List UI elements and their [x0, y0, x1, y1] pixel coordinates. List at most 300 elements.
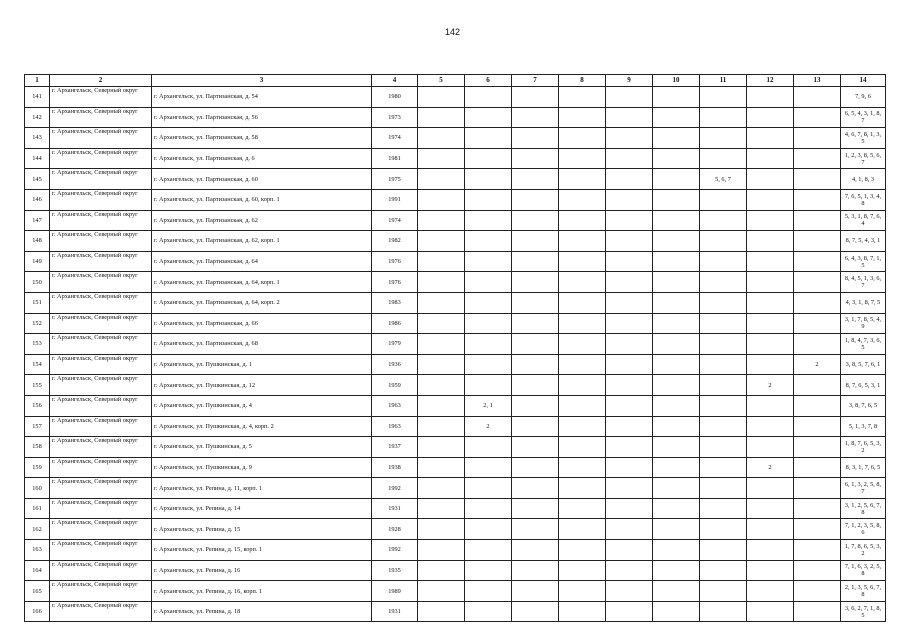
table-cell — [559, 334, 606, 355]
table-row — [25, 292, 886, 313]
table-cell: 159 — [25, 457, 50, 478]
table-cell — [512, 292, 559, 313]
table-cell — [418, 581, 465, 602]
table-cell: 3, 1, 7, 8, 5, 4, 9 — [841, 313, 886, 334]
table-cell — [794, 601, 841, 622]
table-cell: 8, 7, 6, 5, 3, 1 — [841, 375, 886, 396]
table-cell — [418, 128, 465, 149]
table-cell: 163 — [25, 540, 50, 561]
table-cell — [512, 189, 559, 210]
table-row — [25, 251, 886, 272]
table-cell: 6, 4, 3, 8, 7, 1, 5 — [841, 251, 886, 272]
table-cell — [559, 313, 606, 334]
table-cell — [418, 292, 465, 313]
table-cell — [794, 581, 841, 602]
table-cell — [559, 519, 606, 540]
table-cell: г. Архангельск, ул. Партизанская, д. 64, корп. 2 — [152, 292, 372, 313]
table-cell — [512, 457, 559, 478]
table-cell: г. Архангельск, ул. Партизанская, д. 58 — [152, 128, 372, 149]
table-cell: 165 — [25, 581, 50, 602]
table-cell: 1974 — [372, 210, 418, 231]
table-cell — [747, 231, 794, 252]
table-cell — [700, 478, 747, 499]
table-cell — [606, 87, 653, 108]
table-cell — [559, 169, 606, 190]
table-cell — [700, 437, 747, 458]
table-cell — [465, 457, 512, 478]
table-cell — [465, 107, 512, 128]
table-cell: г. Архангельск, ул. Пушкинская, д. 4 — [152, 395, 372, 416]
table-cell — [653, 107, 700, 128]
table-cell: 1, 8, 4, 7, 3, 6, 5 — [841, 334, 886, 355]
table-cell — [794, 519, 841, 540]
table-row — [25, 581, 886, 602]
table-cell — [653, 272, 700, 293]
table-cell: 1991 — [372, 189, 418, 210]
table-cell — [465, 334, 512, 355]
table-cell: 1981 — [372, 148, 418, 169]
table-cell: 6, 1, 3, 2, 5, 8, 7 — [841, 478, 886, 499]
table-cell — [512, 375, 559, 396]
table-cell — [559, 601, 606, 622]
table-cell: 7, 9, 6 — [841, 87, 886, 108]
table-cell — [512, 540, 559, 561]
table-row — [25, 375, 886, 396]
table-cell — [700, 519, 747, 540]
table-cell — [418, 395, 465, 416]
table-cell: 148 — [25, 231, 50, 252]
table-cell — [653, 128, 700, 149]
table-cell: 150 — [25, 272, 50, 293]
table-cell — [559, 395, 606, 416]
table-cell: 161 — [25, 498, 50, 519]
table-cell — [418, 519, 465, 540]
table-cell — [418, 334, 465, 355]
table-cell: 4, 3, 1, 8, 7, 5 — [841, 292, 886, 313]
table-cell — [747, 189, 794, 210]
table-cell — [606, 313, 653, 334]
table-cell: г. Архангельск, Северный округ — [50, 519, 152, 540]
table-cell: г. Архангельск, ул. Пушкинская, д. 12 — [152, 375, 372, 396]
table-cell — [465, 231, 512, 252]
table-cell — [747, 107, 794, 128]
table-cell — [700, 457, 747, 478]
table-cell — [747, 272, 794, 293]
table-cell: г. Архангельск, Северный округ — [50, 498, 152, 519]
table-cell — [418, 416, 465, 437]
table-cell: 7, 1, 6, 3, 2, 5, 8 — [841, 560, 886, 581]
table-cell: г. Архангельск, Северный округ — [50, 395, 152, 416]
table-cell — [418, 231, 465, 252]
table-cell — [747, 478, 794, 499]
table-cell: 151 — [25, 292, 50, 313]
table-row — [25, 540, 886, 561]
table-cell — [700, 395, 747, 416]
table-cell — [653, 457, 700, 478]
table-cell — [653, 478, 700, 499]
table-row — [25, 334, 886, 355]
table-cell — [512, 395, 559, 416]
table-cell: 155 — [25, 375, 50, 396]
table-cell — [794, 334, 841, 355]
table-cell — [606, 210, 653, 231]
table-cell — [418, 210, 465, 231]
table-cell — [606, 540, 653, 561]
table-cell — [653, 169, 700, 190]
table-cell — [747, 292, 794, 313]
table-cell — [418, 272, 465, 293]
table-cell — [606, 231, 653, 252]
table-row — [25, 128, 886, 149]
table-cell — [465, 313, 512, 334]
table-cell: 1982 — [372, 231, 418, 252]
table-cell — [418, 87, 465, 108]
table-cell — [700, 251, 747, 272]
table-cell: 1963 — [372, 416, 418, 437]
table-cell: 1992 — [372, 540, 418, 561]
table-cell — [606, 416, 653, 437]
table-cell — [747, 581, 794, 602]
table-row — [25, 478, 886, 499]
table-cell — [653, 395, 700, 416]
table-row — [25, 437, 886, 458]
table-cell: 1, 2, 3, 8, 5, 6, 7 — [841, 148, 886, 169]
table-cell — [700, 498, 747, 519]
table-cell — [418, 457, 465, 478]
column-header: 7 — [512, 75, 559, 87]
table-cell: 147 — [25, 210, 50, 231]
table-cell: г. Архангельск, ул. Партизанская, д. 6 — [152, 148, 372, 169]
table-cell — [747, 437, 794, 458]
table-cell — [747, 148, 794, 169]
table-cell — [512, 581, 559, 602]
table-cell — [747, 128, 794, 149]
table-cell — [653, 519, 700, 540]
table-cell — [653, 189, 700, 210]
table-cell: г. Архангельск, Северный округ — [50, 313, 152, 334]
table-row — [25, 498, 886, 519]
column-header: 13 — [794, 75, 841, 87]
page-number: 142 — [444, 27, 461, 37]
table-cell — [418, 169, 465, 190]
table-cell — [512, 210, 559, 231]
table-cell — [653, 601, 700, 622]
table-cell — [653, 560, 700, 581]
table-cell — [794, 107, 841, 128]
table-cell — [747, 395, 794, 416]
table-cell — [794, 498, 841, 519]
table-cell: г. Архангельск, Северный округ — [50, 251, 152, 272]
table-cell: 5, 6, 7 — [700, 169, 747, 190]
table-cell — [418, 560, 465, 581]
table-cell: 143 — [25, 128, 50, 149]
table-cell: 1937 — [372, 437, 418, 458]
table-cell: 149 — [25, 251, 50, 272]
table-cell — [465, 87, 512, 108]
table-cell — [700, 148, 747, 169]
table-cell: 3, 6, 2, 7, 1, 8, 5 — [841, 601, 886, 622]
table-cell: г. Архангельск, Северный округ — [50, 148, 152, 169]
table-cell — [418, 478, 465, 499]
table-cell — [700, 560, 747, 581]
table-cell — [559, 272, 606, 293]
table-cell: г. Архангельск, Северный округ — [50, 210, 152, 231]
table-cell — [653, 498, 700, 519]
table-row — [25, 87, 886, 108]
table-cell — [606, 107, 653, 128]
table-cell: 158 — [25, 437, 50, 458]
table-cell — [465, 128, 512, 149]
table-cell: 1935 — [372, 560, 418, 581]
table-cell: 146 — [25, 189, 50, 210]
table-cell — [606, 478, 653, 499]
table-cell — [794, 457, 841, 478]
table-cell — [794, 416, 841, 437]
table-cell: 156 — [25, 395, 50, 416]
table-cell — [606, 437, 653, 458]
table-cell — [606, 354, 653, 375]
column-header: 6 — [465, 75, 512, 87]
table-cell — [418, 189, 465, 210]
table-cell: 1931 — [372, 498, 418, 519]
table-cell — [606, 519, 653, 540]
table-cell: 4, 1, 8, 3 — [841, 169, 886, 190]
table-cell: г. Архангельск, Северный округ — [50, 416, 152, 437]
table-cell — [606, 498, 653, 519]
table-cell — [794, 478, 841, 499]
table-cell — [559, 292, 606, 313]
table-cell — [512, 560, 559, 581]
table-cell — [747, 416, 794, 437]
table-cell: 1938 — [372, 457, 418, 478]
table-cell — [559, 354, 606, 375]
table-cell: 164 — [25, 560, 50, 581]
table-cell — [465, 189, 512, 210]
table-cell — [465, 148, 512, 169]
table-cell — [465, 581, 512, 602]
table-cell — [747, 87, 794, 108]
table-cell: г. Архангельск, ул. Репина, д. 11, корп. 1 — [152, 478, 372, 499]
table-cell — [606, 251, 653, 272]
table-cell — [653, 87, 700, 108]
table-cell — [559, 416, 606, 437]
table-cell: г. Архангельск, Северный округ — [50, 292, 152, 313]
table-cell: г. Архангельск, Северный округ — [50, 169, 152, 190]
table-cell — [418, 437, 465, 458]
table-cell — [700, 272, 747, 293]
table-cell — [653, 354, 700, 375]
table-cell — [794, 395, 841, 416]
table-cell — [512, 107, 559, 128]
column-header: 8 — [559, 75, 606, 87]
table-cell — [794, 128, 841, 149]
table-cell — [653, 375, 700, 396]
table-row — [25, 519, 886, 540]
table-cell: г. Архангельск, ул. Партизанская, д. 66 — [152, 313, 372, 334]
table-cell — [512, 272, 559, 293]
table-cell — [794, 292, 841, 313]
table-cell — [700, 540, 747, 561]
table-cell: 142 — [25, 107, 50, 128]
table-cell — [512, 498, 559, 519]
table-cell — [747, 210, 794, 231]
table-cell — [512, 478, 559, 499]
table-cell: 1983 — [372, 292, 418, 313]
table-cell — [794, 148, 841, 169]
table-row — [25, 210, 886, 231]
table-cell — [559, 581, 606, 602]
table-cell — [747, 251, 794, 272]
table-cell — [700, 107, 747, 128]
table-row — [25, 231, 886, 252]
table-cell — [559, 231, 606, 252]
table-cell — [700, 87, 747, 108]
table-row — [25, 148, 886, 169]
table-cell — [794, 560, 841, 581]
table-cell: г. Архангельск, ул. Репина, д. 15, корп. 1 — [152, 540, 372, 561]
column-header: 1 — [25, 75, 50, 87]
table-row — [25, 457, 886, 478]
table-cell — [794, 231, 841, 252]
table-cell: 2, 1 — [465, 395, 512, 416]
table-cell — [512, 231, 559, 252]
table-cell — [559, 457, 606, 478]
column-header: 9 — [606, 75, 653, 87]
table-cell — [465, 292, 512, 313]
table-cell: 144 — [25, 148, 50, 169]
table-cell — [606, 169, 653, 190]
table-cell: г. Архангельск, ул. Пушкинская, д. 1 — [152, 354, 372, 375]
table-cell: 1936 — [372, 354, 418, 375]
table-cell — [653, 231, 700, 252]
table-cell — [512, 128, 559, 149]
table-cell — [559, 189, 606, 210]
table-cell — [794, 375, 841, 396]
table-cell — [794, 189, 841, 210]
table-cell: г. Архангельск, ул. Репина, д. 16, корп. 1 — [152, 581, 372, 602]
table-cell: 1, 8, 7, 6, 5, 3, 2 — [841, 437, 886, 458]
table-cell: г. Архангельск, Северный округ — [50, 581, 152, 602]
table-cell: 1, 7, 8, 6, 5, 3, 2 — [841, 540, 886, 561]
table-cell — [653, 148, 700, 169]
data-table — [24, 74, 886, 622]
table-cell — [418, 375, 465, 396]
table-cell — [653, 437, 700, 458]
column-header: 4 — [372, 75, 418, 87]
table-cell — [512, 437, 559, 458]
table-cell: 2 — [794, 354, 841, 375]
table-cell — [465, 478, 512, 499]
table-row — [25, 416, 886, 437]
table-cell: 8, 7, 5, 4, 3, 1 — [841, 231, 886, 252]
table-cell — [559, 560, 606, 581]
table-cell: 1973 — [372, 107, 418, 128]
table-cell — [606, 581, 653, 602]
table-cell: г. Архангельск, ул. Пушкинская, д. 9 — [152, 457, 372, 478]
table-cell: 145 — [25, 169, 50, 190]
table-cell: г. Архангельск, Северный округ — [50, 478, 152, 499]
table-cell: г. Архангельск, Северный округ — [50, 272, 152, 293]
table-cell: 5, 1, 3, 7, 8 — [841, 416, 886, 437]
table-cell — [653, 416, 700, 437]
table-cell: 157 — [25, 416, 50, 437]
table-row — [25, 169, 886, 190]
table-cell — [512, 169, 559, 190]
table-cell — [794, 87, 841, 108]
table-cell — [559, 128, 606, 149]
column-header: 12 — [747, 75, 794, 87]
table-cell: г. Архангельск, ул. Репина, д. 14 — [152, 498, 372, 519]
table-cell — [559, 210, 606, 231]
table-cell — [512, 519, 559, 540]
table-cell — [700, 601, 747, 622]
table-cell: 1928 — [372, 519, 418, 540]
table-row — [25, 601, 886, 622]
table-cell: 1963 — [372, 395, 418, 416]
header-row — [25, 75, 886, 87]
table-cell — [794, 437, 841, 458]
table-cell: 7, 6, 5, 1, 3, 4, 8 — [841, 189, 886, 210]
table-cell — [794, 251, 841, 272]
table-cell — [559, 478, 606, 499]
table-cell: 152 — [25, 313, 50, 334]
table-cell — [700, 416, 747, 437]
table-cell — [465, 519, 512, 540]
table-cell — [794, 540, 841, 561]
table-cell: г. Архангельск, ул. Партизанская, д. 60 — [152, 169, 372, 190]
table-cell — [465, 354, 512, 375]
table-cell: 1986 — [372, 313, 418, 334]
table-cell — [512, 416, 559, 437]
table-cell — [512, 313, 559, 334]
table-cell: 6, 5, 4, 3, 1, 8, 7 — [841, 107, 886, 128]
table-cell — [512, 87, 559, 108]
table-cell — [465, 560, 512, 581]
column-header: 11 — [700, 75, 747, 87]
table-cell — [653, 540, 700, 561]
table-cell: 2 — [465, 416, 512, 437]
table-body — [25, 87, 886, 622]
table-cell: г. Архангельск, ул. Партизанская, д. 64, корп. 1 — [152, 272, 372, 293]
table-cell — [653, 581, 700, 602]
table-cell — [606, 457, 653, 478]
table-cell — [512, 601, 559, 622]
table-cell: 1959 — [372, 375, 418, 396]
table-cell: г. Архангельск, ул. Репина, д. 15 — [152, 519, 372, 540]
table-cell — [700, 128, 747, 149]
table-cell — [418, 107, 465, 128]
table-cell — [465, 437, 512, 458]
table-cell — [606, 128, 653, 149]
table-cell — [606, 272, 653, 293]
table-cell: 8, 4, 5, 1, 3, 6, 7 — [841, 272, 886, 293]
table-row — [25, 313, 886, 334]
table-cell — [465, 251, 512, 272]
table-cell — [418, 313, 465, 334]
table-cell: г. Архангельск, Северный округ — [50, 540, 152, 561]
table-cell: 7, 1, 2, 3, 5, 8, 6 — [841, 519, 886, 540]
table-cell — [418, 251, 465, 272]
table-cell: г. Архангельск, Северный округ — [50, 601, 152, 622]
column-header: 2 — [50, 75, 152, 87]
table-cell — [653, 313, 700, 334]
table-cell — [794, 313, 841, 334]
table-cell: г. Архангельск, ул. Партизанская, д. 64 — [152, 251, 372, 272]
column-header: 14 — [841, 75, 886, 87]
table-cell — [747, 519, 794, 540]
table-cell: 1989 — [372, 581, 418, 602]
table-cell — [794, 169, 841, 190]
